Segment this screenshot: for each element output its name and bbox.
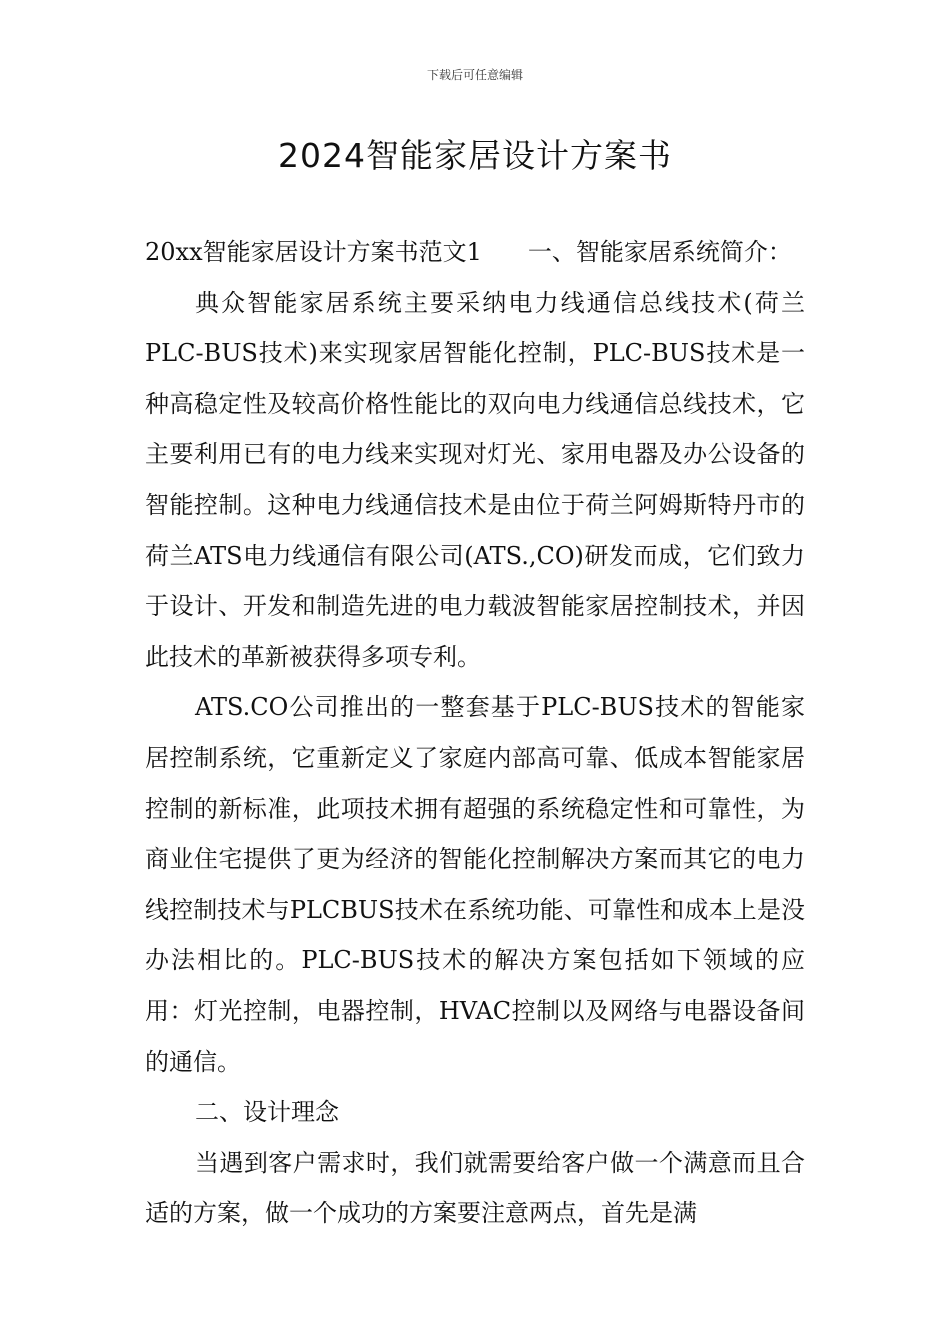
document-title: 2024智能家居设计方案书 (278, 136, 672, 175)
header-note: 下载后可任意编辑 (426, 68, 523, 82)
paragraph-intro: 典众智能家居系统主要采纳电力线通信总线技术(荷兰PLC-BUS技术)来实现家居智能化控制，PLC-BUS技术是一种高稳定性及较高价格性能比的双向电力线通信总线技术，它主要利用已有的电力线来实现对灯光、家用电器及办公设备的智能控制。这种电力线通信技术是由位于荷兰阿姆斯特丹市的荷兰ATS电力线通信有限公司(ATS.,CO)研发而成，它们致力于设计、开发和制造先进的电力载波智能家居控制技术，并因此技术的革新被获得多项专利。 (145, 288, 805, 671)
subtitle-line (145, 227, 805, 278)
document-body (145, 227, 805, 1239)
subtitle-left: 20xx智能家居设计方案书范文1 (145, 238, 482, 266)
paragraph-ats: ATS.CO公司推出的一整套基于PLC-BUS技术的智能家居控制系统，它重新定义了家庭内部高可靠、低成本智能家居控制的新标准，此项技术拥有超强的系统稳定性和可靠性，为商业住宅提供了更为经济的智能化控制解决方案而其它的电力线控制技术与PLCBUS技术在系统功能、可靠性和成本上是没办法相比的。PLC-BUS技术的解决方案包括如下领域的应用：灯光控制，电器控制，HVAC控制以及网络与电器设备间的通信。 (145, 693, 805, 1076)
section-heading-design: 二、设计理念 (195, 1098, 339, 1127)
section-heading-intro: 一、智能家居系统简介： (527, 238, 792, 266)
paragraph-design: 当遇到客户需求时，我们就需要给客户做一个满意而且合适的方案，做一个成功的方案要注意两点，首先是满 (145, 1148, 805, 1228)
